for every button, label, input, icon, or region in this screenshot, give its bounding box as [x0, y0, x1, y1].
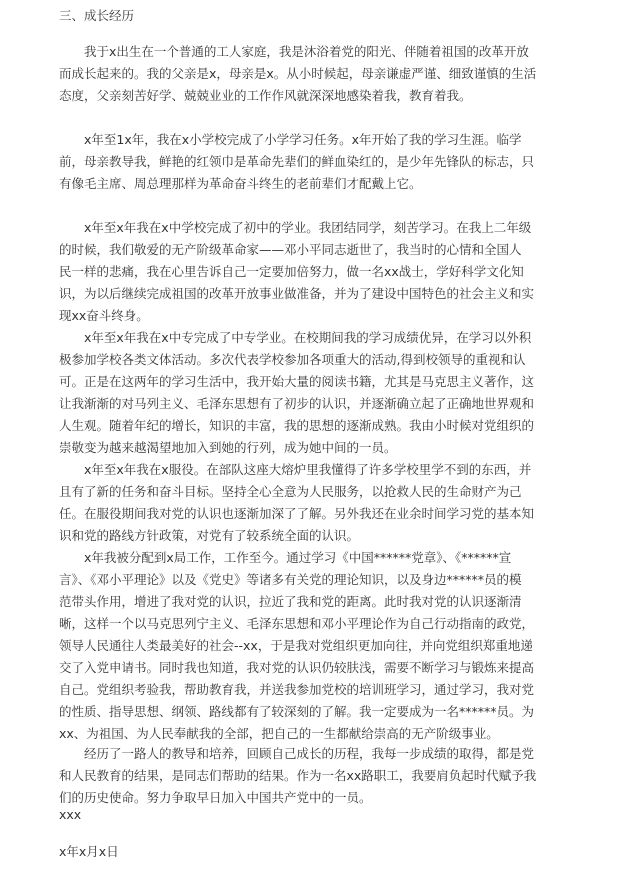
- paragraph-military-service: [59, 459, 571, 547]
- paragraph-line: 们的历史使命。努力争取早日加入中国共产党中的一员。: [59, 790, 372, 805]
- section-title: 三、成长经历: [59, 8, 135, 23]
- paragraph-line: x年至x年我在x中学校完成了初中的学业。我团结同学，刻苦学习。在我上二年级: [84, 220, 532, 235]
- paragraph-line: 民一样的悲痛，我在心里告诉自己一定要加倍努力，做一名xx战士，学好科学文化知: [59, 264, 524, 279]
- paragraph-line: x年至x年我在x中专完成了中专学业。在校期间我的学习成绩优异，在学习以外积: [84, 330, 532, 345]
- paragraph-line: 交了入党申请书。同时我也知道，我对党的认识仍较肤浅，需要不断学习与锻炼来提高: [59, 660, 535, 675]
- paragraph-line: 言》、《邓小平理论》以及《党史》等诸多有关党的理论知识，以及身边******员的模: [59, 572, 522, 587]
- signature-date: x年x月x日: [59, 844, 119, 859]
- paragraph-line: 自己。党组织考验我，帮助教育我，并送我参加党校的培训班学习，通过学习，我对党: [59, 682, 535, 697]
- paragraph-line: 现xx奋斗终身。: [59, 308, 149, 323]
- paragraph-line: 识，为以后继续完成祖国的改革开放事业做准备，并为了建设中国特色的社会主义和实: [59, 286, 535, 301]
- paragraph-technical-school: [59, 327, 571, 459]
- paragraph-line: 识和党的路线方针政策，对党有了较系统全面的认识。: [59, 528, 360, 543]
- paragraph-line: 而成长起来的。我的父亲是x，母亲是x。从小时候起，母亲谦虚严谨、细致谨慎的生活: [59, 66, 537, 81]
- paragraph-line: 的时候，我们敬爱的无产阶级革命家——邓小平同志逝世了，我当时的心情和全国人: [59, 242, 522, 257]
- paragraph-line: 任。在服役期间我对党的认识也逐渐加深了了解。另外我还在业余时间学习党的基本知: [59, 506, 535, 521]
- paragraph-line: 态度，父亲刻苦好学、兢兢业业的工作作风就深深地感染着我，教育着我。: [59, 88, 472, 103]
- paragraph-line: 我于x出生在一个普通的工人家庭，我是沐浴着党的阳光、伴随着祖国的改革开放: [84, 44, 529, 59]
- paragraph-line: 可。正是在这两年的学习生活中，我开始大量的阅读书籍，尤其是马克思主义著作，这: [59, 374, 535, 389]
- paragraph-line: 晰，这样一个以马克思列宁主义、毛泽东思想和邓小平理论作为自己行动指南的政党，: [59, 616, 535, 631]
- paragraph-line: 极参加学校各类文体活动。多次代表学校参加各项重大的活动,得到校领导的重视和认: [59, 352, 526, 367]
- paragraph-line: 且有了新的任务和奋斗目标。坚持全心全意为人民服务，以抢救人民的生命财产为己: [59, 484, 522, 499]
- paragraph-line: x年至x年我在x服役。在部队这座大熔炉里我懂得了许多学校里学不到的东西，并: [84, 462, 532, 477]
- paragraph-work-and-party: [59, 547, 571, 745]
- paragraph-family-background: [59, 41, 571, 107]
- paragraph-line: 前，母亲教导我，鲜艳的红领巾是革命先辈们的鲜血染红的，是少年先锋队的标志，只: [59, 154, 535, 169]
- paragraph-line: 有像毛主席、周总理那样为革命奋斗终生的老前辈们才配戴上它。: [59, 176, 422, 191]
- paragraph-line: 范带头作用，增进了我对党的认识，拉近了我和党的距离。此时我对党的认识逐渐清: [59, 594, 522, 609]
- paragraph-primary-school: [59, 129, 571, 195]
- paragraph-line: x年我被分配到x局工作，工作至今。通过学习《中国******党章》、《******宣: [84, 550, 512, 565]
- paragraph-conclusion: [59, 743, 571, 809]
- paragraph-line: 的性质、指导思想、纲领、路线都有了较深刻的了解。我一定要成为一名******员。为: [59, 704, 535, 719]
- paragraph-line: 让我渐渐的对马列主义、毛泽东思想有了初步的认识，并逐渐确立起了正确地世界观和: [59, 396, 535, 411]
- signature-name: xxx: [59, 807, 82, 822]
- paragraph-line: 领导人民通往人类最美好的社会--xx，于是我对党组织更加向往，并向党组织郑重地递: [59, 638, 533, 653]
- paragraph-middle-school: [59, 217, 571, 327]
- paragraph-line: 经历了一路人的教导和培养，回顾自己成长的历程，我每一步成绩的取得，都是党: [84, 746, 535, 761]
- paragraph-line: x年至1x年，我在x小学校完成了小学学习任务。x年开始了我的学习生涯。临学: [84, 132, 522, 147]
- paragraph-line: 人生观。随着年纪的增长，知识的丰富，我的思想的逐渐成熟。我由小时候对党组织的: [59, 418, 535, 433]
- paragraph-line: 崇敬变为越来越渴望地加入到她的行列，成为她中间的一员。: [59, 440, 397, 455]
- paragraph-line: 和人民教育的结果，是同志们帮助的结果。作为一名xx路职工，我要肩负起时代赋予我: [59, 768, 537, 783]
- paragraph-line: xx、为祖国、为人民奉献我的全部，把自己的一生都献给崇高的无产阶级事业。: [59, 726, 499, 741]
